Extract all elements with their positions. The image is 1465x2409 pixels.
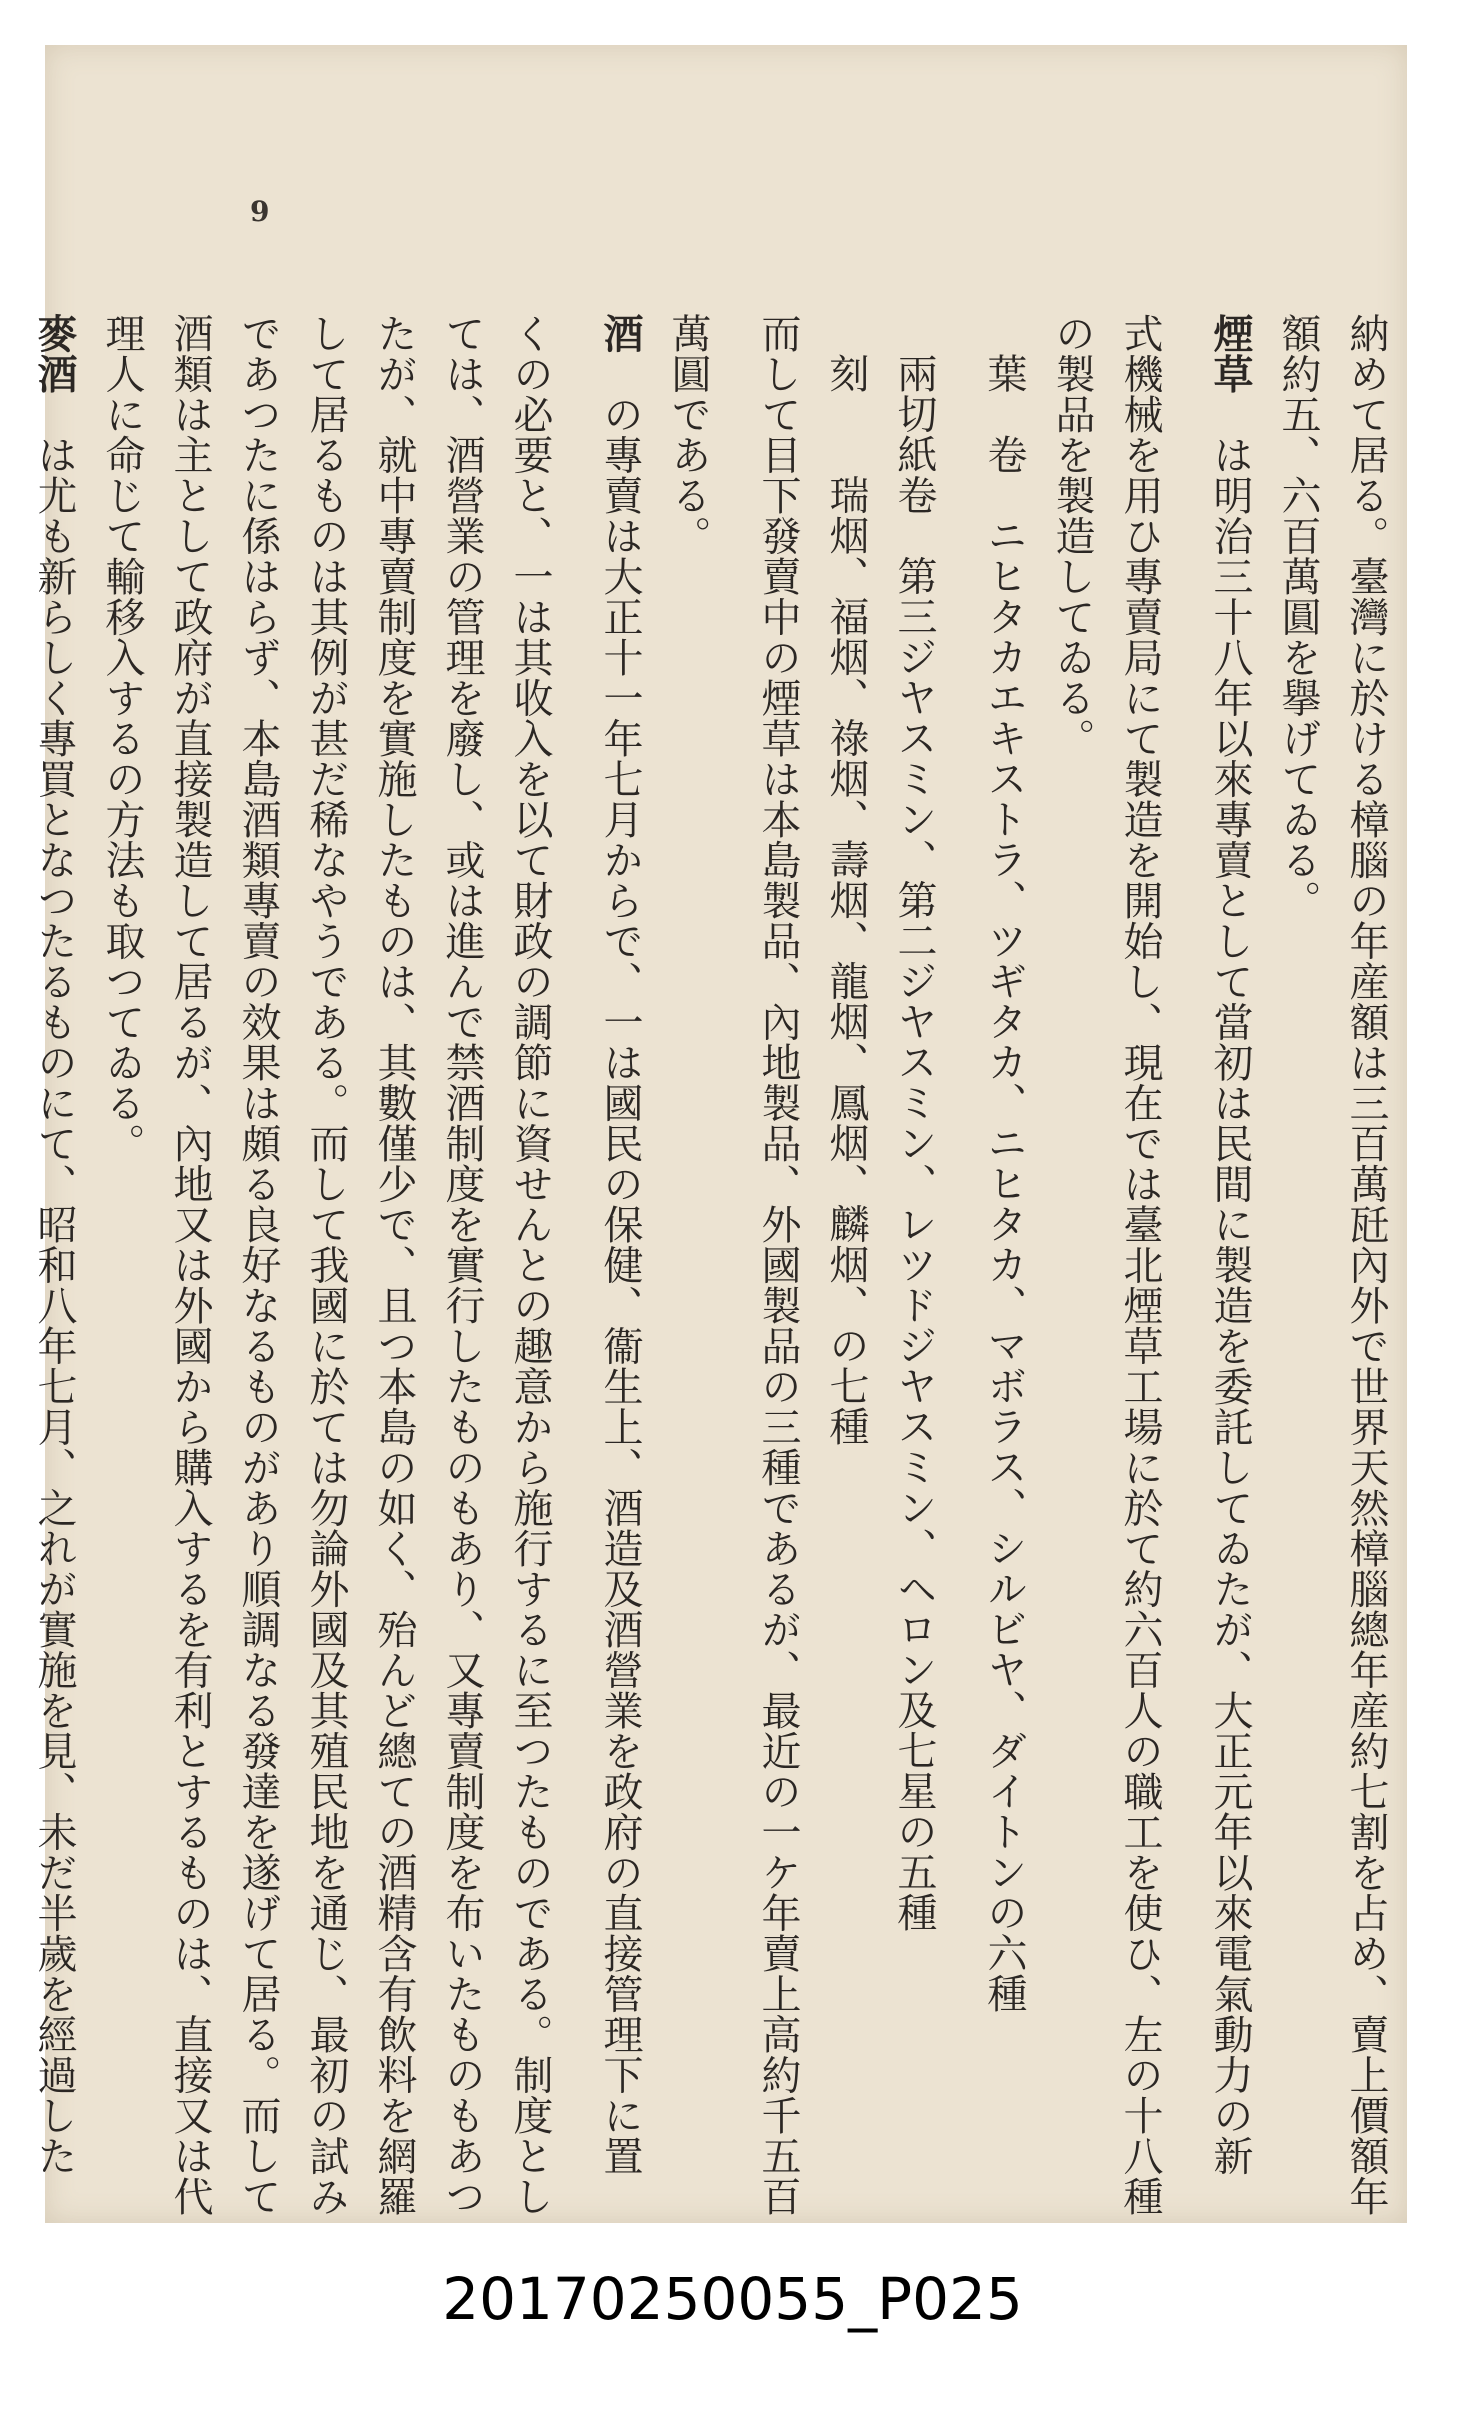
column-text: の專賣は大正十一年七月からで、一は國民の保健、衞生上、酒造及酒營業を政府の直接管理下に置 bbox=[597, 353, 643, 2176]
text-column bbox=[1038, 313, 1106, 2113]
text-column bbox=[812, 313, 880, 2113]
column-text: 而して目下發賣中の煙草は本島製品、內地製品、外國製品の三種であるが、最近の一ケ年賣上高約千五百 bbox=[755, 313, 801, 2217]
text-column bbox=[224, 313, 292, 2217]
column-text: 酒類は主として政府が直接製造して居るが、內地又は外國から購入するを有利とするものは、直接又は代 bbox=[167, 313, 213, 2217]
column-text: ては、酒營業の管理を廢し、或は進んで禁酒制度を實行したものもあり、又專賣制度を布いたものもあつ bbox=[439, 313, 485, 2217]
page-number: 9 bbox=[250, 195, 270, 228]
column-text: して居るものは其例が甚だ稀なやうである。而して我國に於ては勿論外國及其殖民地を通じ、最初の試み bbox=[303, 313, 349, 2217]
text-column bbox=[1264, 313, 1332, 2113]
column-text: 額約五、六百萬圓を擧げてゐる。 bbox=[1275, 313, 1321, 921]
text-column bbox=[586, 313, 654, 2176]
section-heading: 煙草 bbox=[1207, 313, 1253, 394]
section-heading: 麥酒 bbox=[31, 313, 77, 394]
column-text: は明治三十八年以來專賣として當初は民間に製造を委託してゐたが、大正元年以來電氣動力の新 bbox=[1207, 394, 1253, 2176]
text-column bbox=[1332, 313, 1400, 2217]
text-column bbox=[360, 313, 428, 2217]
text-column bbox=[880, 313, 948, 2113]
column-text: であつたに係はらず、本島酒類專賣の效果は頗る良好なるものがあり順調なる發達を遂げて居る。而して bbox=[235, 313, 281, 2217]
column-text: 兩切紙卷 第三ジヤスミン、第二ジヤスミン、レツドジヤスミン、ヘロン及七星の五種 bbox=[891, 353, 937, 1933]
text-column bbox=[744, 313, 812, 2217]
column-text: くの必要と、一は其收入を以て財政の調節に資せんとの趣意から施行するに至つたものである。制度とし bbox=[507, 313, 553, 2217]
text-column bbox=[156, 313, 224, 2217]
column-text: 刻 瑞烟、福烟、祿烟、壽烟、龍烟、鳳烟、麟烟、の七種 bbox=[823, 353, 869, 1447]
text-column bbox=[1106, 313, 1174, 2217]
column-text: 理人に命じて輸移入するの方法も取つてゐる。 bbox=[99, 313, 145, 1164]
image-caption: 20170250055_P025 bbox=[442, 2265, 1023, 2333]
text-column bbox=[1196, 313, 1264, 2176]
column-text: は尤も新らしく專買となつたるものにて、昭和八年七月、之れが實施を見、未だ半歲を經過した bbox=[31, 394, 77, 2176]
section-heading: 酒 bbox=[597, 313, 643, 354]
vertical-text-body bbox=[31, 313, 1400, 2217]
column-text: 葉 卷 ニヒタカエキストラ、ツギタカ、ニヒタカ、マボラス、シルビヤ、ダイトンの六種 bbox=[981, 353, 1027, 2014]
column-text: の製品を製造してゐる。 bbox=[1049, 313, 1095, 759]
text-column bbox=[88, 313, 156, 2113]
column-text: 納めて居る。臺灣に於ける樟腦の年産額は三百萬瓩內外で世界天然樟腦總年産約七割を占め、賣上價額年 bbox=[1343, 313, 1389, 2217]
column-text: 式機械を用ひ專賣局にて製造を開始し、現在では臺北煙草工場に於て約六百人の職工を使ひ、左の十八種 bbox=[1117, 313, 1163, 2217]
text-column bbox=[496, 313, 564, 2217]
text-column bbox=[654, 313, 722, 2113]
text-column bbox=[428, 313, 496, 2217]
book-page bbox=[31, 45, 1407, 2223]
column-text: たが、就中專賣制度を實施したものは、其數僅少で、且つ本島の如く、殆んど總ての酒精含有飲料を網羅 bbox=[371, 313, 417, 2217]
text-column bbox=[970, 313, 1038, 2113]
text-column bbox=[292, 313, 360, 2217]
column-text: 萬圓である。 bbox=[665, 313, 711, 556]
text-column bbox=[20, 313, 88, 2176]
